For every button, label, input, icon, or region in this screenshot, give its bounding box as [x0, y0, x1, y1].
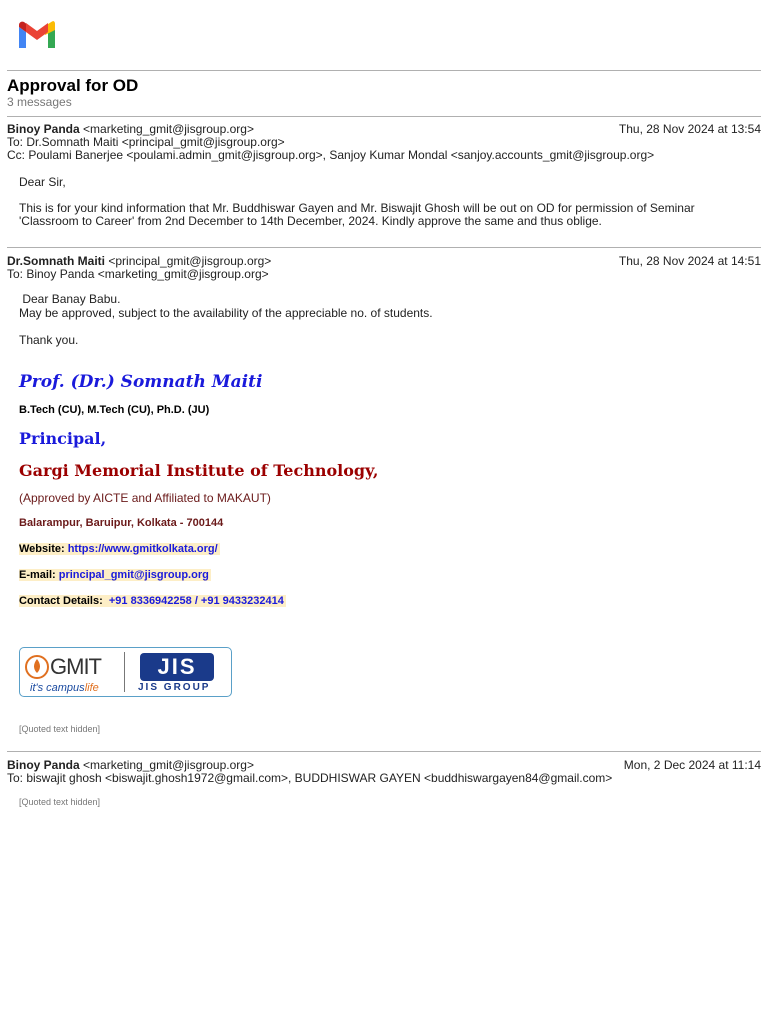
greeting: Dear Sir, [19, 175, 66, 189]
sender-email[interactable]: <marketing_gmit@jisgroup.org> [83, 758, 254, 772]
body-text: May be approved, subject to the availability of the appreciable no. of students. [19, 306, 433, 320]
logo-divider [124, 652, 125, 692]
message-date: Thu, 28 Nov 2024 at 14:51 [618, 254, 761, 268]
sender-name: Binoy Panda [7, 758, 80, 772]
signature-approval: (Approved by AICTE and Affiliated to MAKAUT) [19, 491, 271, 505]
message-date: Thu, 28 Nov 2024 at 13:54 [618, 122, 761, 136]
signature-address: Balarampur, Baruipur, Kolkata - 700144 [19, 517, 224, 529]
recipients-to: To: Binoy Panda <marketing_gmit@jisgroup.org> [7, 267, 269, 281]
greeting: Dear Banay Babu. [19, 292, 121, 306]
website-link[interactable]: https://www.gmitkolkata.org/ [67, 543, 218, 555]
institution-logo [19, 647, 232, 697]
quoted-text-toggle[interactable]: [Quoted text hidden] [19, 797, 101, 807]
thread-subject: Approval for OD [7, 76, 139, 95]
signature-email [19, 569, 211, 581]
divider [7, 70, 761, 71]
gmit-tagline: it's campuslife [30, 682, 99, 694]
jis-group-label: JIS GROUP [138, 682, 211, 693]
body-text: This is for your kind information that Mr. Buddhiswar Gayen and Mr. Biswajit Ghosh will be out on OD for permission of Seminar [19, 201, 695, 215]
message-header [7, 123, 761, 162]
body-text: 'Classroom to Career' from 2nd December to 14th December, 2024. Kindly approve the same and thus oblige. [19, 214, 602, 228]
contact-link[interactable]: +91 8336942258 / +91 9433232414 [108, 595, 284, 607]
website-label: Website: [19, 543, 65, 555]
signature-website [19, 543, 220, 555]
message-header [7, 759, 761, 785]
contact-label: Contact Details: [19, 595, 103, 607]
divider [7, 116, 761, 117]
recipients-to: To: biswajit ghosh <biswajit.ghosh1972@gmail.com>, BUDDHISWAR GAYEN <buddhiswargayen84@gmail.com> [7, 771, 613, 785]
recipients-to: To: Dr.Somnath Maiti <principal_gmit@jisgroup.org> [7, 135, 285, 149]
flame-icon [24, 653, 50, 681]
gmit-wordmark: GMIT [50, 654, 101, 679]
recipients-cc: Cc: Poulami Banerjee <poulami.admin_gmit@jisgroup.org>, Sanjoy Kumar Mondal <sanjoy.accounts_gmit@jisgroup.org> [7, 148, 655, 162]
signature-institute: Gargi Memorial Institute of Technology, [19, 461, 379, 480]
sender-email[interactable]: <marketing_gmit@jisgroup.org> [83, 122, 254, 136]
message-header [7, 255, 761, 281]
sender-email[interactable]: <principal_gmit@jisgroup.org> [108, 254, 272, 268]
message-body [19, 176, 749, 228]
signature-degrees: B.Tech (CU), M.Tech (CU), Ph.D. (JU) [19, 404, 210, 416]
sender-name: Dr.Somnath Maiti [7, 254, 106, 268]
thanks-text: Thank you. [19, 333, 79, 347]
message-count: 3 messages [7, 95, 72, 109]
jis-logo [130, 651, 226, 693]
sender-name: Binoy Panda [7, 122, 80, 136]
message-body [19, 293, 749, 347]
gmail-logo-icon [16, 18, 58, 50]
quoted-text-toggle[interactable]: [Quoted text hidden] [19, 724, 101, 734]
signature-role: Principal, [19, 429, 107, 448]
signature-contact [19, 595, 286, 607]
email-label: E-mail: [19, 569, 56, 581]
divider [7, 247, 761, 248]
message-date: Mon, 2 Dec 2024 at 11:14 [623, 758, 761, 772]
gmit-logo [24, 651, 124, 693]
email-link[interactable]: principal_gmit@jisgroup.org [58, 569, 209, 581]
divider [7, 751, 761, 752]
jis-wordmark: JIS [140, 653, 214, 681]
signature-name: Prof. (Dr.) Somnath Maiti [19, 372, 263, 392]
